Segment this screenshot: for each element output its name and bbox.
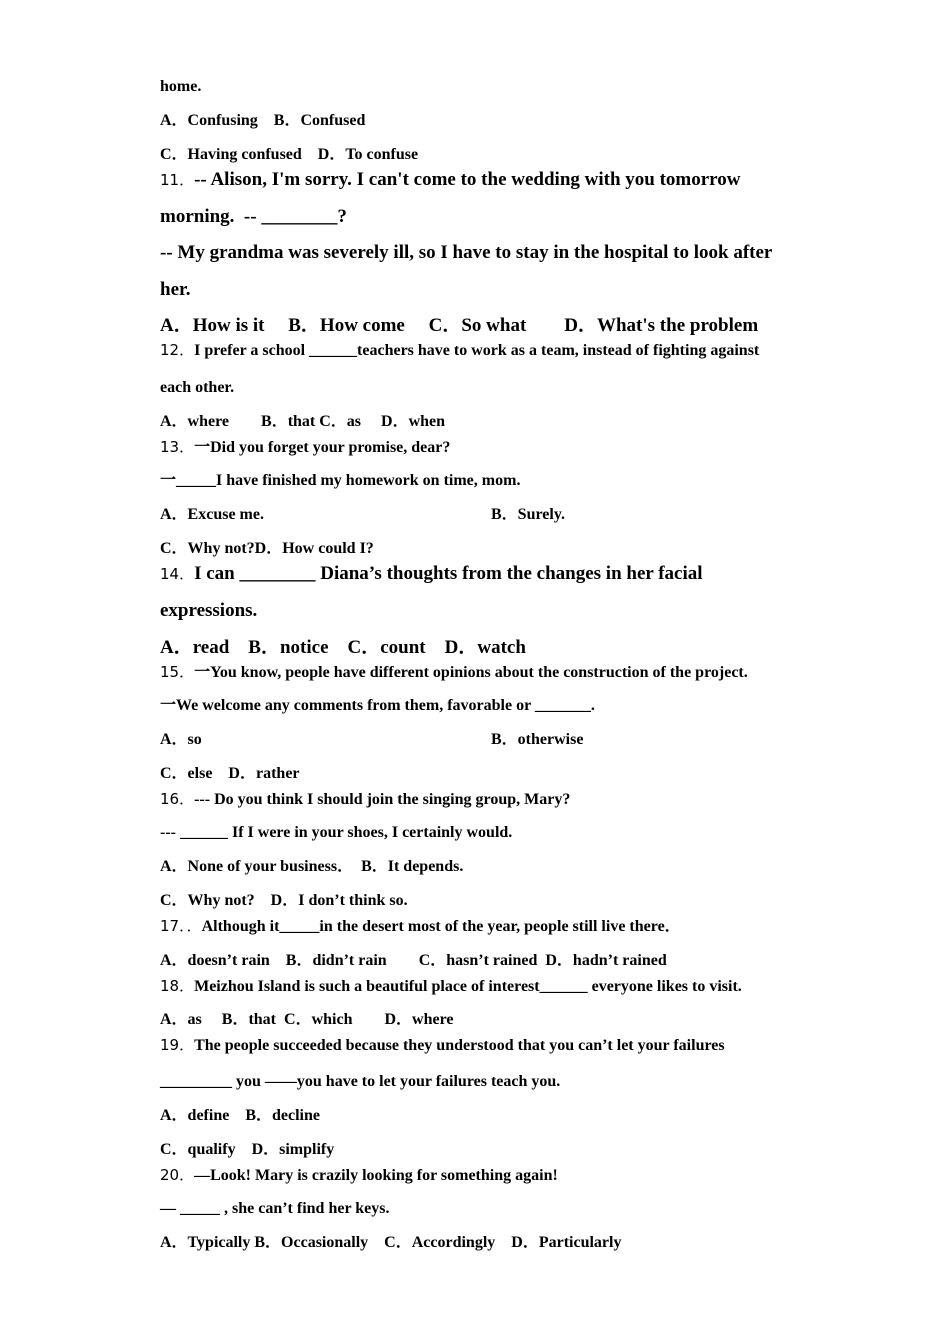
options-line: A．doesn’t rain B．didn’t rain C．hasn’t rained D．hadn’t rained (160, 952, 667, 969)
question-text: 一_____I have finished my homework on time, mom. (160, 472, 521, 489)
question-text: her. (160, 279, 191, 300)
options-line: C．Having confused D．To confuse (160, 146, 419, 163)
question-number: 11． (160, 171, 195, 189)
question-text: each other. (160, 379, 235, 396)
question-11 (160, 168, 741, 192)
question-13 (160, 437, 450, 458)
question-text: I can ________ Diana’s thoughts from the changes in her facial (194, 563, 703, 584)
question-number: 19． (160, 1036, 195, 1054)
question-16 (160, 789, 570, 810)
question-18 (160, 976, 742, 997)
question-14 (160, 562, 703, 586)
question-text: expressions. (160, 600, 258, 621)
question-text: 一You know, people have different opinions about the construction of the project. (194, 664, 748, 681)
question-text: 一We welcome any comments from them, favorable or _______. (160, 697, 595, 714)
option-b: B．Surely. (491, 506, 565, 523)
question-text: Although it_____in the desert most of the year, people still live there． (201, 918, 681, 935)
question-text: morning. -- ________? (160, 206, 347, 227)
question-text: home. (160, 78, 202, 95)
options-line: A．where B．that C．as D．when (160, 413, 446, 430)
options-line: C．else D．rather (160, 765, 300, 782)
question-number: 14． (160, 565, 195, 583)
question-number: 15． (160, 663, 195, 681)
options-line: A．None of your business． B．It depends. (160, 858, 464, 875)
options-line: C．qualify D．simplify (160, 1141, 335, 1158)
options-line: A．read B．notice C．count D．watch (160, 637, 526, 658)
question-number: 13． (160, 438, 195, 456)
question-text: --- ______ If I were in your shoes, I certainly would. (160, 824, 513, 841)
question-number: 16． (160, 790, 195, 808)
option-a: A．so (160, 731, 202, 748)
question-text: _________ you ——you have to let your failures teach you. (160, 1073, 561, 1090)
question-text: — _____ , she can’t find her keys. (160, 1200, 390, 1217)
question-number: 18． (160, 977, 195, 995)
question-text: -- My grandma was severely ill, so I have to stay in the hospital to look after (160, 242, 773, 263)
question-text: —Look! Mary is crazily looking for something again! (194, 1167, 558, 1184)
options-line: A．define B．decline (160, 1107, 320, 1124)
question-text: 一Did you forget your promise, dear? (194, 439, 451, 456)
question-15 (160, 662, 748, 683)
question-text: I prefer a school ______teachers have to work as a team, instead of fighting against (194, 342, 760, 359)
option-a: A．Excuse me. (160, 506, 264, 523)
question-text: -- Alison, I'm sorry. I can't come to the wedding with you tomorrow (194, 169, 741, 190)
question-text: --- Do you think I should join the singing group, Mary? (194, 791, 571, 808)
options-line: A．Typically B．Occasionally C．Accordingly D．Particularly (160, 1234, 622, 1251)
options-line: A．as B．that C．which D．where (160, 1011, 454, 1028)
options-line: C．Why not?D．How could I? (160, 540, 374, 557)
options-line: A．Confusing B．Confused (160, 112, 366, 129)
question-number: 12． (160, 341, 195, 359)
question-text: Meizhou Island is such a beautiful place of interest______ everyone likes to visit. (194, 978, 742, 995)
question-text: The people succeeded because they understood that you can’t let your failures (194, 1037, 725, 1054)
question-12 (160, 340, 759, 361)
question-number: 20． (160, 1166, 195, 1184)
options-line: A．How is it B．How come C．So what D．What's the problem (160, 315, 759, 336)
options-line: C．Why not? D．I don’t think so. (160, 892, 408, 909)
question-17 (160, 916, 681, 937)
question-19 (160, 1035, 725, 1056)
question-20 (160, 1165, 558, 1186)
option-b: B．otherwise (491, 731, 584, 748)
question-number: 17．． (160, 917, 202, 935)
